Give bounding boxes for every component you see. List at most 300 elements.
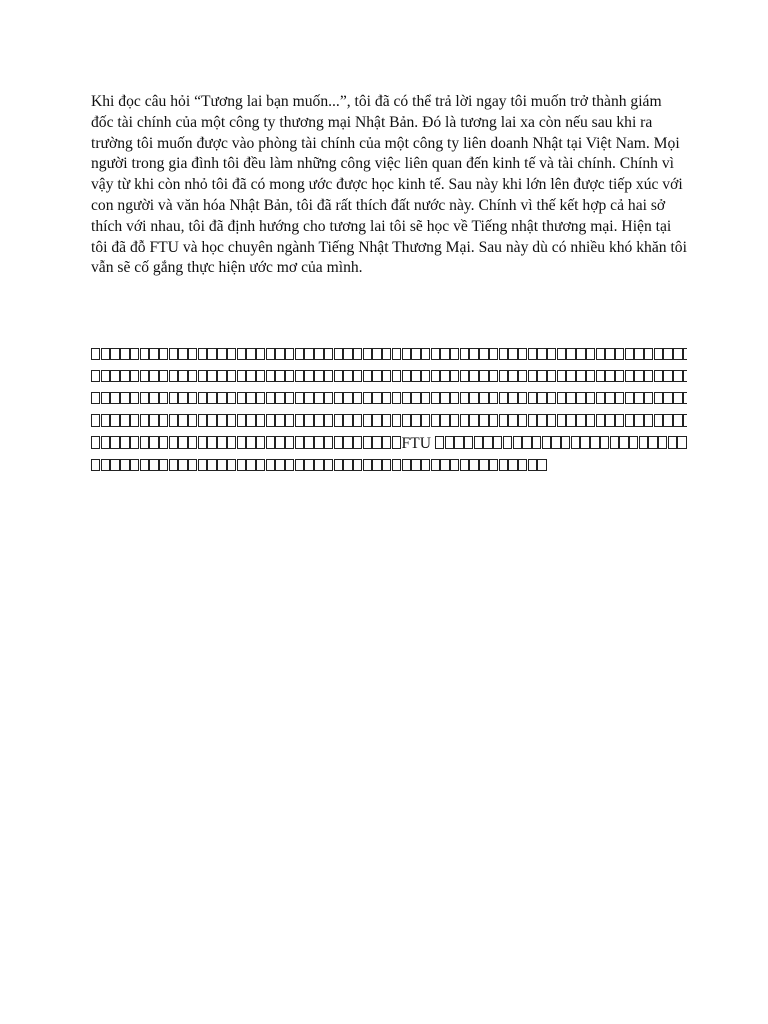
missing-glyph-box [188,436,197,449]
missing-glyph-box [188,370,197,383]
missing-glyph-box [663,370,672,383]
missing-glyph-box [382,348,391,361]
missing-glyph-box [169,414,178,427]
missing-glyph-box [571,436,580,449]
missing-glyph-box [596,414,605,427]
missing-glyph-box [178,436,187,449]
missing-glyph-box [654,392,663,405]
missing-glyph-box [421,459,430,472]
missing-glyph-box [188,459,197,472]
missing-glyph-box [256,392,265,405]
missing-glyph-box [198,370,207,383]
paragraph-line [91,455,687,477]
missing-glyph-box [537,459,546,472]
paragraph-line [91,388,687,410]
missing-glyph-box [566,370,575,383]
missing-glyph-box [334,436,343,449]
missing-glyph-box [159,348,168,361]
missing-glyph-box [363,392,372,405]
missing-glyph-box [557,348,566,361]
missing-glyph-box [586,370,595,383]
paragraph-vietnamese: Khi đọc câu hỏi “Tương lai bạn muốn...”, tôi đã có thể trả lời ngay tôi muốn trở thành giám đốc tài chính của một công ty thương mại Nhật Bản. Đó là tương lai xa còn nếu sau khi ra trường tôi muốn được vào phòng tài chính của một công ty liên doanh Nhật tại Việt Nam. Mọi người trong gia đình tôi đều làm những công việc liên quan đến kinh tế và tài chính. Chính vì vậy từ khi còn nhỏ tôi đã có mong ước được học kinh tế. Sau này khi lớn lên được tiếp xúc với con người và văn hóa Nhật Bản, tôi đã rất thích đất nước này. Chính vì thế kết hợp cả hai sở thích với nhau, tôi đã định hướng cho tương lai tôi sẽ học về Tiếng nhật thương mại. Hiện tại tôi đã đỗ FTU và học chuyên ngành Tiếng Nhật Thương Mại. Sau này dù có nhiều khó khăn tôi vẫn sẽ cố gắng thực hiện ước mơ của mình. [91,93,687,277]
missing-glyph-box [246,370,255,383]
missing-glyph-box [372,414,381,427]
missing-glyph-box [227,414,236,427]
missing-glyph-box [677,436,686,449]
missing-glyph-box [314,392,323,405]
missing-glyph-box [324,370,333,383]
missing-glyph-box [140,459,149,472]
missing-glyph-box [343,436,352,449]
missing-glyph-box [668,436,677,449]
paragraph-line [91,366,687,388]
missing-glyph-box [314,348,323,361]
missing-glyph-box [101,414,110,427]
missing-glyph-box [120,459,129,472]
inline-text-ftu: FTU [401,434,431,452]
missing-glyph-box [596,392,605,405]
missing-glyph-box [522,436,531,449]
missing-glyph-box [110,392,119,405]
missing-glyph-box [450,348,459,361]
missing-glyph-box [363,370,372,383]
missing-glyph-box [314,414,323,427]
missing-glyph-box [528,370,537,383]
missing-glyph-box [551,436,560,449]
missing-glyph-box [489,370,498,383]
missing-glyph-box [178,392,187,405]
missing-glyph-box [304,370,313,383]
missing-glyph-box [130,348,139,361]
missing-glyph-box [304,414,313,427]
missing-glyph-box [634,414,643,427]
missing-glyph-box [489,459,498,472]
missing-glyph-box [508,348,517,361]
missing-glyph-box [528,348,537,361]
missing-glyph-box [110,414,119,427]
missing-glyph-box [256,348,265,361]
missing-glyph-box [469,348,478,361]
missing-glyph-box [615,392,624,405]
missing-glyph-box [673,414,682,427]
missing-glyph-box [392,370,401,383]
missing-glyph-box [285,436,294,449]
missing-glyph-box [600,436,609,449]
missing-glyph-box [431,392,440,405]
missing-glyph-box [334,348,343,361]
missing-glyph-box [382,392,391,405]
missing-glyph-box [586,348,595,361]
missing-glyph-box [499,414,508,427]
missing-glyph-box [615,414,624,427]
missing-glyph-box [547,414,556,427]
missing-glyph-box [217,459,226,472]
missing-glyph-box [489,414,498,427]
missing-glyph-box [256,414,265,427]
missing-glyph-box [590,436,599,449]
missing-glyph-box [469,370,478,383]
missing-glyph-box [120,392,129,405]
missing-glyph-box [246,459,255,472]
missing-glyph-box [266,370,275,383]
missing-glyph-box [169,348,178,361]
missing-glyph-box [489,392,498,405]
missing-glyph-box [469,459,478,472]
missing-glyph-box [227,392,236,405]
missing-glyph-box [464,436,473,449]
missing-glyph-box [207,436,216,449]
missing-glyph-box [266,348,275,361]
missing-glyph-box [547,392,556,405]
missing-glyph-box [207,392,216,405]
missing-glyph-box [402,459,411,472]
missing-glyph-box [479,392,488,405]
missing-glyph-box [634,392,643,405]
missing-glyph-box [518,392,527,405]
missing-glyph-box [503,436,512,449]
missing-glyph-box [285,348,294,361]
missing-glyph-box [130,370,139,383]
missing-glyph-box [91,348,100,361]
missing-glyph-box [508,370,517,383]
missing-glyph-box [353,459,362,472]
missing-glyph-box [304,392,313,405]
missing-glyph-box [402,392,411,405]
missing-glyph-box [237,459,246,472]
missing-glyph-box [324,348,333,361]
missing-glyph-box [440,459,449,472]
missing-glyph-box [557,414,566,427]
missing-glyph-box [275,348,284,361]
missing-glyph-box [188,392,197,405]
missing-glyph-box [440,414,449,427]
missing-glyph-box [411,414,420,427]
missing-glyph-box [295,436,304,449]
missing-glyph-box [334,392,343,405]
missing-glyph-box [149,370,158,383]
missing-glyph-box [596,370,605,383]
missing-glyph-box [518,348,527,361]
missing-glyph-box [169,459,178,472]
missing-glyph-box [431,414,440,427]
missing-glyph-box [634,348,643,361]
paragraph-line [91,344,687,366]
missing-glyph-box [363,414,372,427]
missing-glyph-box [285,370,294,383]
missing-glyph-box [110,348,119,361]
missing-glyph-box [663,392,672,405]
missing-glyph-box [683,392,687,405]
missing-glyph-box [149,459,158,472]
missing-glyph-box [586,392,595,405]
missing-glyph-box [576,414,585,427]
missing-glyph-box [460,370,469,383]
missing-glyph-box [528,414,537,427]
missing-glyph-box [198,392,207,405]
missing-glyph-box [605,392,614,405]
missing-glyph-box [576,348,585,361]
missing-glyph-box [295,370,304,383]
missing-glyph-box [596,348,605,361]
missing-glyph-box [256,459,265,472]
missing-glyph-box [372,459,381,472]
missing-glyph-box [483,436,492,449]
missing-glyph-box [625,370,634,383]
missing-glyph-box [343,414,352,427]
missing-glyph-box [227,459,236,472]
missing-glyph-box [237,436,246,449]
missing-glyph-box [246,392,255,405]
missing-glyph-box [275,370,284,383]
missing-glyph-box [140,370,149,383]
missing-glyph-box [392,459,401,472]
missing-glyph-box [537,370,546,383]
missing-glyph-box [411,459,420,472]
missing-glyph-box [237,370,246,383]
missing-glyph-box [673,370,682,383]
missing-glyph-box [605,370,614,383]
missing-glyph-box [275,392,284,405]
missing-glyph-box [499,392,508,405]
missing-glyph-box [648,436,657,449]
missing-glyph-box [450,392,459,405]
missing-glyph-box [644,392,653,405]
missing-glyph-box [673,392,682,405]
missing-glyph-box [159,392,168,405]
missing-glyph-box [343,459,352,472]
missing-glyph-box [207,348,216,361]
missing-glyph-box [237,392,246,405]
missing-glyph-box [130,392,139,405]
missing-glyph-box [246,348,255,361]
missing-glyph-box [561,436,570,449]
missing-glyph-box [566,348,575,361]
missing-glyph-box [91,414,100,427]
missing-glyph-box [334,459,343,472]
missing-glyph-box [421,392,430,405]
missing-glyph-box [625,348,634,361]
missing-glyph-box [382,459,391,472]
missing-glyph-box [372,370,381,383]
missing-glyph-box [140,436,149,449]
missing-glyph-box [207,414,216,427]
missing-glyph-box [392,392,401,405]
missing-glyph-box [304,436,313,449]
missing-glyph-box [285,414,294,427]
missing-glyph-box [658,436,667,449]
missing-glyph-box [440,348,449,361]
missing-glyph-box [557,370,566,383]
missing-glyph-box [673,348,682,361]
missing-glyph-box [460,392,469,405]
missing-glyph-box [198,459,207,472]
missing-glyph-box [605,348,614,361]
missing-glyph-box [207,459,216,472]
missing-glyph-box [353,392,362,405]
missing-glyph-box [324,392,333,405]
missing-glyph-box [343,348,352,361]
missing-glyph-box [469,392,478,405]
missing-glyph-box [576,370,585,383]
missing-glyph-box [101,348,110,361]
missing-glyph-box [654,370,663,383]
missing-glyph-box [217,348,226,361]
missing-glyph-box [450,459,459,472]
missing-glyph-box [295,392,304,405]
missing-glyph-box [178,348,187,361]
missing-glyph-box [363,436,372,449]
missing-glyph-box [460,348,469,361]
missing-glyph-run [435,435,687,452]
missing-glyph-box [266,436,275,449]
missing-glyph-box [528,392,537,405]
missing-glyph-box [445,436,454,449]
missing-glyph-box [634,370,643,383]
missing-glyph-box [518,459,527,472]
missing-glyph-box [159,436,168,449]
missing-glyph-box [547,370,556,383]
missing-glyph-box [149,436,158,449]
missing-glyph-box [363,348,372,361]
missing-glyph-box [625,414,634,427]
missing-glyph-box [479,370,488,383]
missing-glyph-box [91,370,100,383]
missing-glyph-box [285,392,294,405]
missing-glyph-box [460,414,469,427]
missing-glyph-box [101,459,110,472]
missing-glyph-box [149,392,158,405]
missing-glyph-box [479,414,488,427]
missing-glyph-box [188,414,197,427]
missing-glyph-box [489,348,498,361]
missing-glyph-box [91,436,100,449]
missing-glyph-box [227,348,236,361]
missing-glyph-box [149,414,158,427]
missing-glyph-box [130,436,139,449]
missing-glyph-box [499,370,508,383]
missing-glyph-box [227,370,236,383]
missing-glyph-box [304,459,313,472]
missing-glyph-box [372,392,381,405]
missing-glyph-box [469,414,478,427]
missing-glyph-box [392,414,401,427]
missing-glyph-box [285,459,294,472]
missing-glyph-box [198,414,207,427]
missing-glyph-box [537,348,546,361]
missing-glyph-box [532,436,541,449]
missing-glyph-box [610,436,619,449]
missing-glyph-box [402,348,411,361]
missing-glyph-box [683,348,687,361]
paragraph-japanese-unrendered [91,344,687,477]
missing-glyph-box [324,459,333,472]
missing-glyph-box [169,392,178,405]
missing-glyph-box [421,370,430,383]
missing-glyph-box [479,459,488,472]
missing-glyph-box [566,392,575,405]
missing-glyph-box [334,414,343,427]
missing-glyph-box [431,459,440,472]
missing-glyph-box [353,370,362,383]
missing-glyph-box [431,370,440,383]
missing-glyph-box [246,436,255,449]
missing-glyph-box [586,414,595,427]
missing-glyph-box [110,370,119,383]
missing-glyph-box [266,414,275,427]
missing-glyph-box [460,459,469,472]
missing-glyph-box [140,348,149,361]
missing-glyph-box [547,348,556,361]
missing-glyph-box [454,436,463,449]
missing-glyph-box [169,370,178,383]
missing-glyph-box [683,414,687,427]
missing-glyph-box [178,459,187,472]
missing-glyph-box [619,436,628,449]
missing-glyph-box [421,348,430,361]
missing-glyph-box [479,348,488,361]
missing-glyph-box [372,348,381,361]
missing-glyph-box [411,348,420,361]
missing-glyph-box [580,436,589,449]
missing-glyph-box [178,370,187,383]
missing-glyph-box [537,392,546,405]
missing-glyph-box [421,414,430,427]
missing-glyph-box [508,392,517,405]
missing-glyph-box [493,436,502,449]
missing-glyph-box [450,370,459,383]
missing-glyph-box [237,348,246,361]
missing-glyph-box [295,348,304,361]
missing-glyph-box [314,370,323,383]
missing-glyph-box [411,370,420,383]
missing-glyph-box [110,436,119,449]
missing-glyph-box [140,392,149,405]
missing-glyph-box [392,436,401,449]
missing-glyph-box [440,370,449,383]
missing-glyph-box [334,370,343,383]
missing-glyph-box [91,392,100,405]
missing-glyph-box [382,436,391,449]
missing-glyph-box [513,436,522,449]
missing-glyph-box [324,436,333,449]
missing-glyph-box [411,392,420,405]
missing-glyph-box [654,348,663,361]
missing-glyph-box [518,414,527,427]
missing-glyph-box [304,348,313,361]
missing-glyph-box [450,414,459,427]
missing-glyph-box [101,436,110,449]
missing-glyph-box [353,414,362,427]
missing-glyph-box [615,348,624,361]
missing-glyph-box [605,414,614,427]
missing-glyph-box [566,414,575,427]
missing-glyph-box [314,436,323,449]
missing-glyph-box [237,414,246,427]
missing-glyph-box [440,392,449,405]
missing-glyph-box [295,459,304,472]
missing-glyph-box [227,436,236,449]
paragraph-line [91,433,687,455]
missing-glyph-box [217,370,226,383]
missing-glyph-box [343,392,352,405]
missing-glyph-box [169,436,178,449]
missing-glyph-box [120,436,129,449]
missing-glyph-box [363,459,372,472]
missing-glyph-box [663,414,672,427]
missing-glyph-box [537,414,546,427]
missing-glyph-box [644,414,653,427]
missing-glyph-box [518,370,527,383]
